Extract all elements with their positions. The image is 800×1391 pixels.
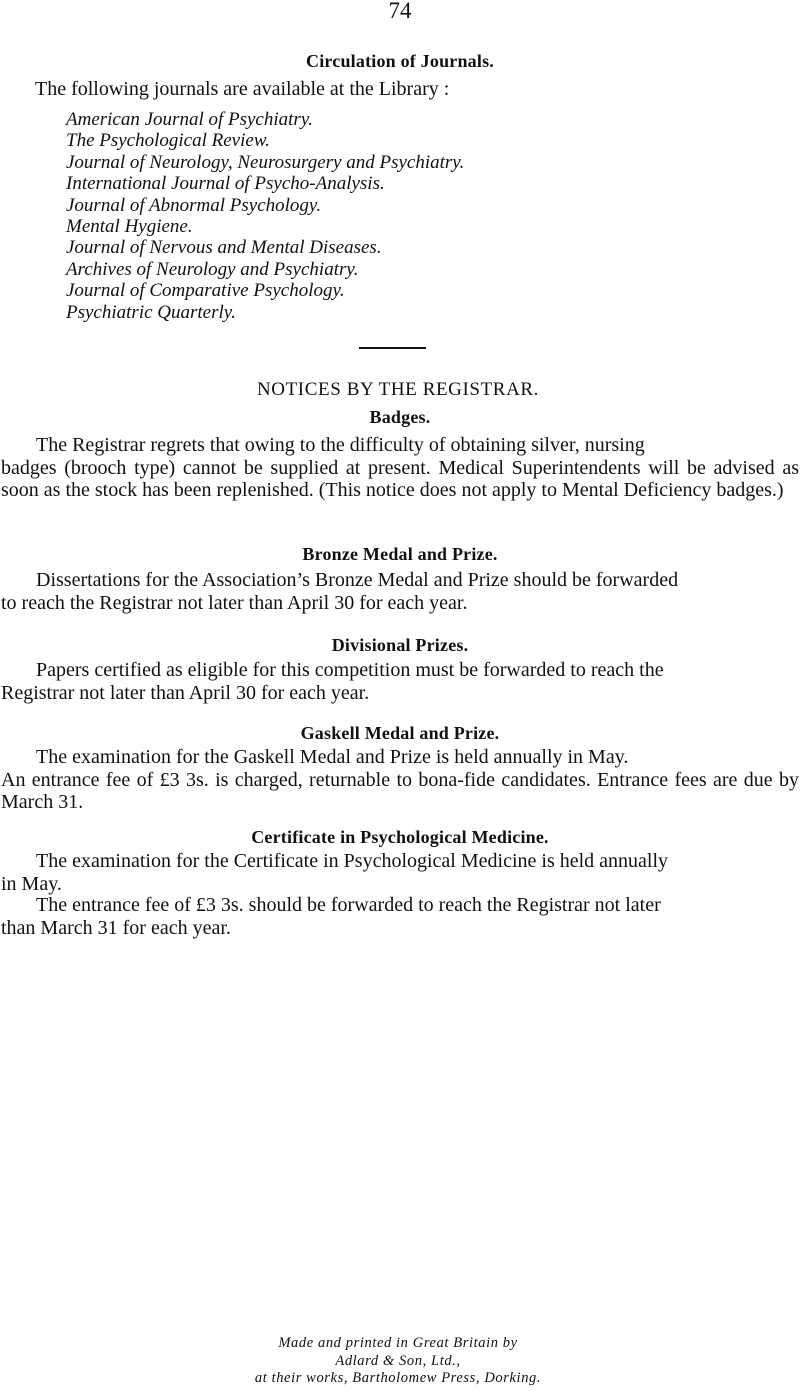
- journal-item: Journal of Abnormal Psychology.: [66, 194, 322, 216]
- certificate-paragraph-1: [1, 850, 799, 895]
- badges-text: badges (brooch type) cannot be supplied at present. Medical Superintendents will be advised as soon as the stock has been replenished. (This notice does not apply to Mental Deficiency badges.): [1, 456, 799, 501]
- journal-item: Psychiatric Quarterly.: [66, 301, 236, 323]
- certificate-text-2: than March 31 for each year.: [1, 916, 231, 939]
- section-divider: [359, 347, 426, 349]
- gaskell-medal-text: An entrance fee of £3 3s. is charged, returnable to bona-fide candidates. Entrance fees are due by March 31.: [1, 768, 799, 813]
- certificate-line-1: The examination for the Certificate in Psychological Medicine is held annually: [36, 850, 669, 872]
- gaskell-medal-line-1: The examination for the Gaskell Medal and Prize is held annually in May.: [36, 746, 629, 768]
- circulation-intro: The following journals are available at the Library :: [35, 78, 450, 100]
- journal-item: Archives of Neurology and Psychiatry.: [66, 258, 359, 280]
- journal-item: The Psychological Review.: [66, 130, 270, 152]
- journal-item: Journal of Neurology, Neurosurgery and Psychiatry.: [66, 151, 465, 173]
- journal-item: American Journal of Psychiatry.: [66, 109, 313, 130]
- certificate-heading: Certificate in Psychological Medicine.: [251, 827, 549, 847]
- badges-line-1: The Registrar regrets that owing to the difficulty of obtaining silver, nursing: [36, 434, 645, 456]
- journal-item: Journal of Nervous and Mental Diseases.: [66, 237, 382, 259]
- gaskell-medal-paragraph: [1, 746, 799, 814]
- certificate-line-2: The entrance fee of £3 3s. should be forwarded to reach the Registrar not later: [36, 894, 661, 916]
- imprint-line-3: at their works, Bartholomew Press, Dorking.: [254, 1370, 542, 1386]
- imprint-line-2: Adlard & Son, Ltd.,: [335, 1352, 461, 1369]
- badges-paragraph: [1, 434, 799, 502]
- journal-list: [66, 109, 464, 323]
- journal-item: International Journal of Psycho-Analysis.: [66, 173, 385, 195]
- certificate-text-1: in May.: [1, 872, 62, 895]
- bronze-medal-heading: Bronze Medal and Prize.: [302, 544, 498, 564]
- bronze-medal-line-1: Dissertations for the Association’s Bronze Medal and Prize should be forwarded: [36, 569, 679, 591]
- bronze-medal-text: to reach the Registrar not later than April 30 for each year.: [1, 591, 468, 614]
- badges-heading: Badges.: [369, 407, 431, 427]
- divisional-prizes-line-1: Papers certified as eligible for this competition must be forwarded to reach the: [36, 659, 664, 681]
- imprint-line-1: Made and printed in Great Britain by: [278, 1335, 518, 1351]
- circulation-heading: Circulation of Journals.: [306, 51, 494, 71]
- printer-imprint: [0, 1335, 796, 1388]
- certificate-paragraph-2: [1, 894, 799, 939]
- journal-item: Mental Hygiene.: [66, 216, 193, 238]
- divisional-prizes-text: Registrar not later than April 30 for each year.: [1, 681, 370, 704]
- notices-title: NOTICES BY THE REGISTRAR.: [256, 379, 540, 400]
- divisional-prizes-heading: Divisional Prizes.: [331, 635, 469, 655]
- bronze-medal-paragraph: [1, 569, 799, 614]
- divisional-prizes-paragraph: [1, 659, 799, 704]
- journal-item: Journal of Comparative Psychology.: [66, 280, 345, 302]
- gaskell-medal-heading: Gaskell Medal and Prize.: [300, 723, 500, 743]
- page-number: 74: [388, 0, 412, 23]
